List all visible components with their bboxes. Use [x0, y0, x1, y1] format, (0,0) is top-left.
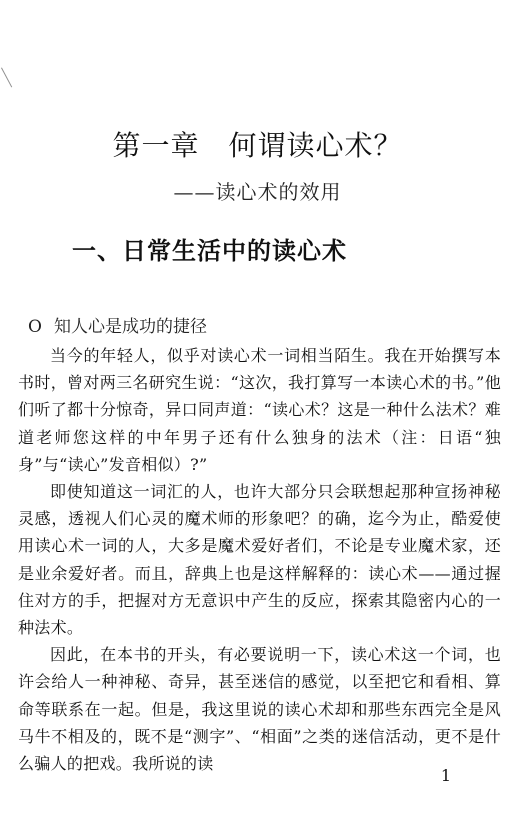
paragraph: 当今的年轻人，似乎对读心术一词相当陌生。我在开始撰写本书时，曾对两三名研究生说：“这次，我打算写一本读心术的书。”他们听了都十分惊奇，异口同声道：“读心术？这是一种什么法术？难道老师您这样的中年男子还有什么独身的法术（注：日语“独身”与“读心”发音相似）?” [18, 346, 501, 474]
chapter-title: 第一章 何谓读心术？ [112, 129, 403, 162]
point-marker: O [28, 317, 42, 337]
paragraph: 因此，在本书的开头，有必要说明一下，读心术这一个词，也许会给人一种神秘、奇异，甚至迷信的感觉，以至把它和看相、算命等联系在一起。但是，我这里说的读心术却和那些东西完全是风马牛不相及的，既不是“测字”、“相面”之类的迷信活动，更不是什么骗人的把戏。我所说的读 [18, 645, 501, 774]
paragraph: 即使知道这一词汇的人，也许大部分只会联想起那种宣扬神秘灵感，透视人们心灵的魔术师的形象吧？的确，迄今为止，酷爱使用读心术一词的人，大多是魔术爱好者们，不论是专业魔术家，还是业余爱好者。而且，辞典上也是这样解释的：读心术——通过握住对方的手，把握对方无意识中产生的反应，探索其隐密内心的一种法术。 [18, 482, 501, 638]
scan-margin-mark [1, 67, 14, 88]
point-heading [28, 312, 207, 337]
point-heading-text: 知人心是成功的捷径 [54, 317, 207, 337]
body-text [18, 342, 501, 777]
chapter-subtitle: ——读心术的效用 [173, 180, 342, 204]
section-title: 一、日常生活中的读心术 [72, 236, 347, 265]
page-number: 1 [440, 766, 451, 785]
